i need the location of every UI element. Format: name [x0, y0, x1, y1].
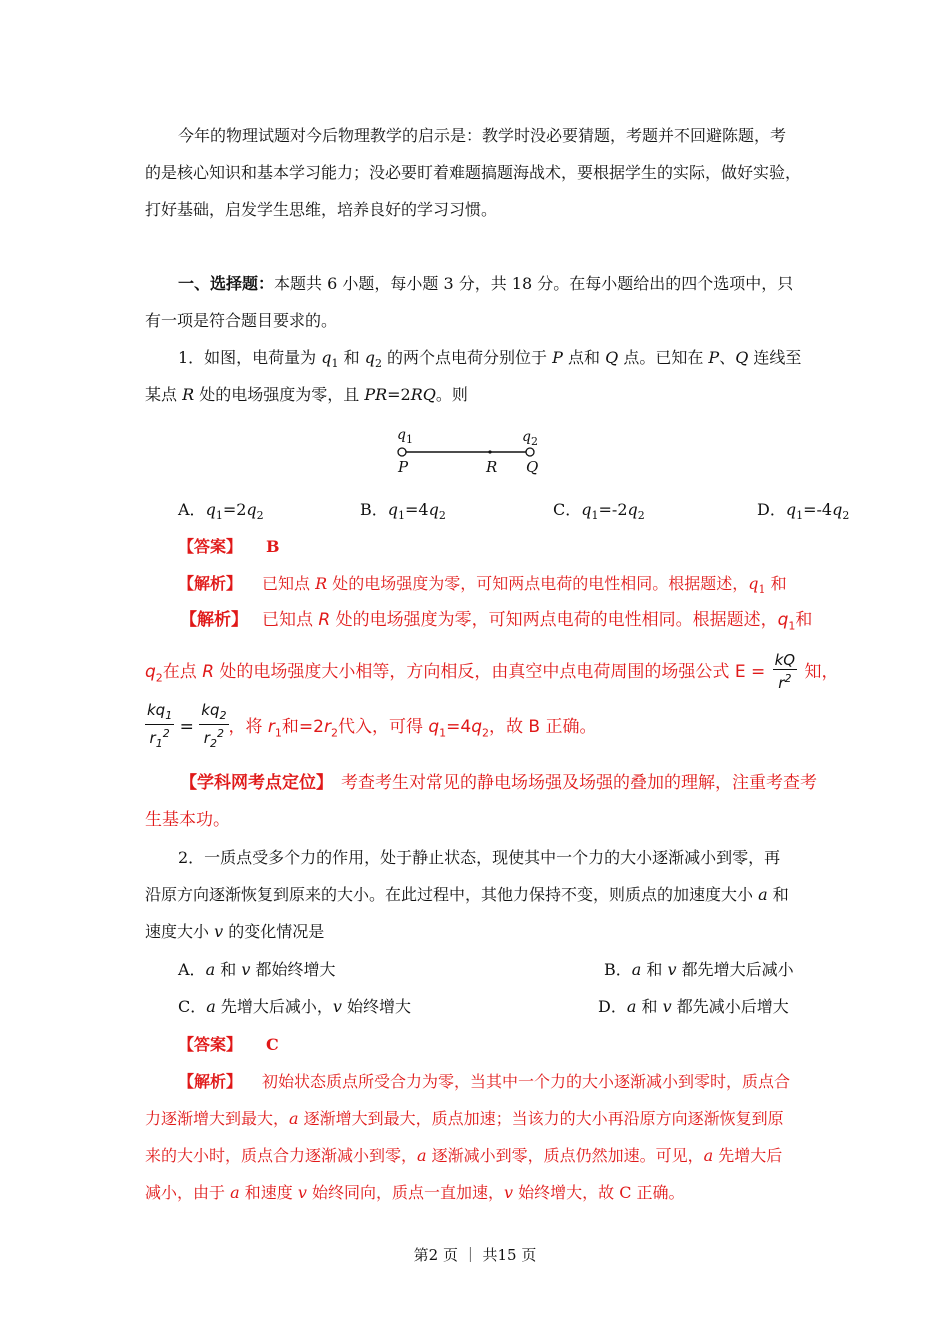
page-footer: 第2 页 ｜ 共15 页 — [413, 1246, 537, 1264]
point-p — [398, 448, 406, 456]
point-r — [488, 450, 491, 453]
q2-analysis-2: 力逐渐增大到最大，a 逐渐增大到最大，质点加速；当该力的大小再沿原方向逐渐恢复到原 — [145, 1109, 784, 1128]
point-q — [526, 448, 534, 456]
q1-option-d: D．$q_1=-4q_2$ — [757, 500, 850, 523]
label-p: P — [398, 458, 409, 476]
q2-stem-line-3: 速度大小 v 的变化情况是 — [145, 922, 325, 941]
q2-stem-line-2: 沿原方向逐渐恢复到原来的大小。在此过程中，其他力保持不变，则质点的加速度大小 a 和 — [145, 885, 789, 904]
label-q: Q — [526, 458, 539, 476]
q1-option-c: C．$q_1=-2q_2$ — [553, 500, 645, 523]
q1-stem-line-1: 1．如图，电荷量为 $q_1$ 和 $q_2$ 的两个点电荷分别位于 P 点和 Q 点。已知在 P、Q 连线至 — [178, 348, 802, 371]
label-q1: $q_1$ — [397, 427, 413, 446]
q2-option-b: B．a 和 v 都先增大后减小 — [604, 960, 794, 979]
q1-keypoint-1: 【学科网考点定位】 考查考生对常见的静电场场强及场强的叠加的理解，注重考查考 — [180, 773, 817, 793]
q1-stem-line-2: 某点 R 处的电场强度为零，且 PR=2RQ。则 — [145, 385, 468, 404]
q1-analysis-small: 【解析】 已知点 R 处的电场强度为零，可知两点电荷的电性相同。根据题述，$q_1$ 和 — [178, 574, 787, 597]
q1-answer: 【答案】 B — [178, 537, 280, 556]
q2-analysis-4: 减小，由于 a 和速度 v 始终同向，质点一直加速，v 始终增大，故 C 正确。 — [145, 1183, 685, 1202]
intro-line-1: 今年的物理试题对今后物理教学的启示是：教学时没必要猜题，考题并不回避陈题，考 — [178, 126, 787, 145]
section-desc-1: 本题共 6 小题，每小题 3 分，共 18 分。在每小题给出的四个选项中，只 — [274, 274, 794, 293]
q2-answer: 【答案】 C — [178, 1035, 279, 1054]
q2-analysis-1: 【解析】 初始状态质点所受合力为零，当其中一个力的大小逐渐减小到零时，质点合 — [178, 1072, 791, 1091]
q2-option-c: C．a 先增大后减小，v 始终增大 — [178, 997, 412, 1016]
q2-option-d: D．a 和 v 都先减小后增大 — [598, 997, 789, 1016]
section-title: 一、选择题： — [178, 274, 275, 293]
ratio-formula-right: $\frac{kq_2}{r_2^2}$ — [201, 701, 227, 750]
field-formula: $\frac{kQ}{r^2}$ — [774, 651, 796, 692]
q1-analysis-large-3: $\frac{kq_1}{r_1^2}$ = $\frac{kq_2}{r_2^2}$ ，将 $r_1$和$=2r_2$代入，可得 $q_1=4q_2$，故 B 正确。 — [147, 701, 597, 750]
section-line-2: 有一项是符合题目要求的。 — [145, 311, 338, 330]
q1-option-a: A．$q_1=2q_2$ — [178, 500, 264, 523]
q2-analysis-3: 来的大小时，质点合力逐渐减小到零，a 逐渐减小到零，质点仍然加速。可见，a 先增大后 — [145, 1146, 783, 1165]
label-q2: $q_2$ — [522, 429, 538, 448]
q1-analysis-large-2: $q_2$在点 R 处的电场强度大小相等，方向相反，由真空中点电荷周围的场强公式 E = $\frac{kQ}{r^2}$ 知， — [145, 651, 839, 692]
label-r: R — [486, 458, 498, 476]
ratio-formula-left: $\frac{kq_1}{r_1^2}$ — [147, 701, 173, 750]
q1-analysis-large-1: 【解析】 已知点 R 处的电场强度为零，可知两点电荷的电性相同。根据题述，$q_1$和 — [180, 610, 813, 633]
q2-stem-line-1: 2．一质点受多个力的作用，处于静止状态，现使其中一个力的大小逐渐减小到零，再 — [178, 848, 781, 867]
q2-option-a: A．a 和 v 都始终增大 — [178, 960, 336, 979]
q1-option-b: B．$q_1=4q_2$ — [360, 500, 446, 523]
intro-line-3: 打好基础，启发学生思维，培养良好的学习习惯。 — [145, 200, 498, 219]
section-heading — [178, 274, 793, 294]
q1-keypoint-2: 生基本功。 — [145, 810, 230, 830]
intro-line-2: 的是核心知识和基本学习能力；没必要盯着难题搞题海战术，要根据学生的实际，做好实验， — [145, 163, 802, 182]
